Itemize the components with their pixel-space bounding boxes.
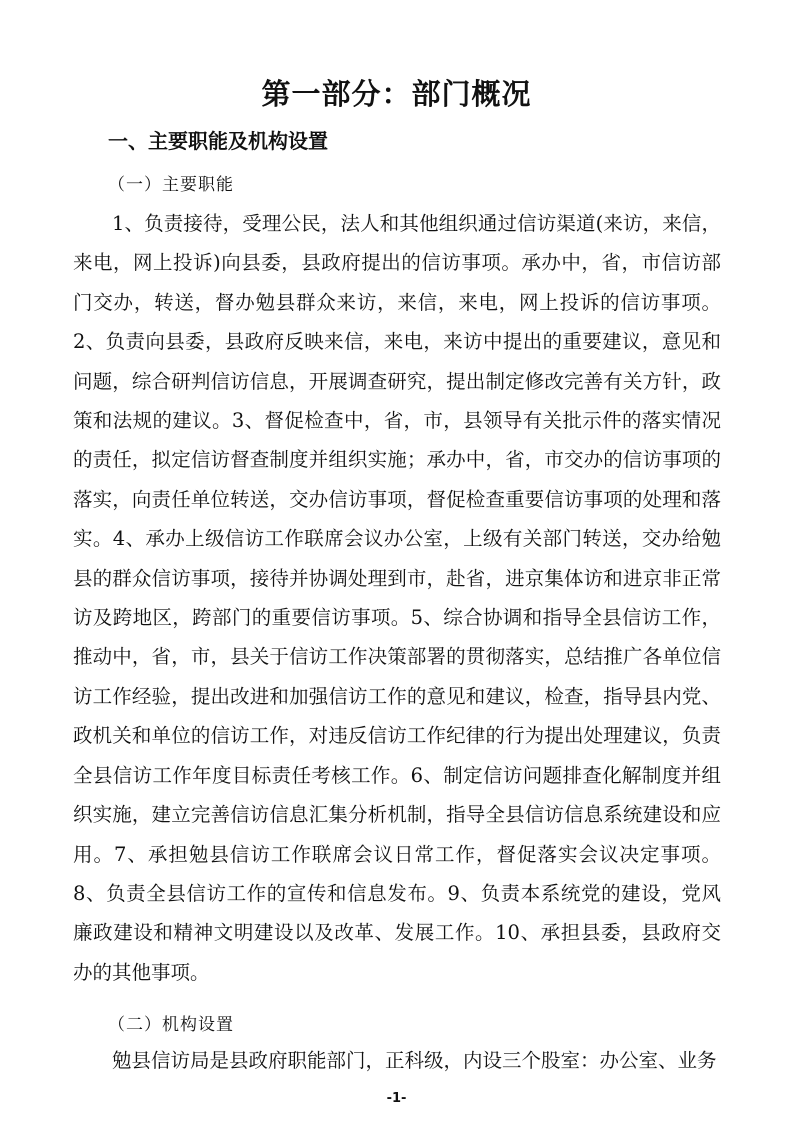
subsection-heading-functions: （一）主要职能 (108, 175, 234, 195)
functions-paragraph: 1、负责接待，受理公民，法人和其他组织通过信访渠道(来访，来信，来电，网上投诉)向县委，县政府提出的信访事项。承办中，省，市信访部门交办，转送，督办勉县群众来访，来信，来电，网上投诉的信访事项。2、负责向县委，县政府反映来信，来电，来访中提出的重要建议，意见和问题，综合研判信访信息，开展调查研究，提出制定修改完善有关方针，政策和法规的建议。3、督促检查中，省，市，县领导有关批示件的落实情况的责任，拟定信访督查制度并组织实施；承办中，省，市交办的信访事项的落实，向责任单位转送，交办信访事项，督促检查重要信访事项的处理和落实。4、承办上级信访工作联席会议办公室，上级有关部门转送，交办给勉县的群众信访事项，接待并协调处理到市，赴省，进京集体访和进京非正常访及跨地区，跨部门的重要信访事项。5、综合协调和指导全县信访工作，推动中，省，市，县关于信访工作决策部署的贯彻落实，总结推广各单位信访工作经验，提出改进和加强信访工作的意见和建议，检查，指导县内党、政机关和单位的信访工作，对违反信访工作纪律的行为提出处理建议，负责全县信访工作年度目标责任考核工作。6、制定信访问题排查化解制度并组织实施，建立完善信访信息汇集分析机制，指导全县信访信息系统建设和应用。7、承担勉县信访工作联席会议日常工作，督促落实会议决定事项。8、负责全县信访工作的宣传和信息发布。9、负责本系统党的建设，党风廉政建设和精神文明建设以及改革、发展工作。10、承担县委，县政府交办的其他事项。 (73, 212, 721, 984)
subsection-heading-organization: （二）机构设置 (108, 1015, 234, 1035)
page-number: -1- (386, 1091, 407, 1106)
section-heading: 一、主要职能及机构设置 (108, 129, 328, 153)
organization-paragraph: 勉县信访局是县政府职能部门，正科级，内设三个股室：办公室、业务 (112, 1049, 717, 1072)
document-title: 第一部分：部门概况 (261, 77, 532, 111)
